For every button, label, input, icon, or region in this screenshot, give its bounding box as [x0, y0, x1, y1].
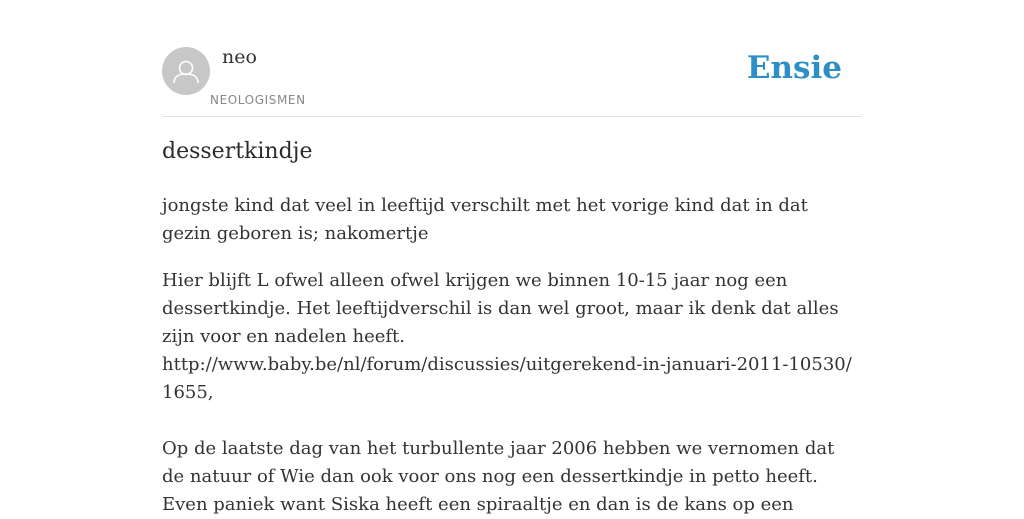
author-name-link[interactable]: neo [222, 46, 257, 68]
category-label[interactable]: NEOLOGISMEN [210, 93, 306, 107]
header [162, 0, 862, 117]
example-text: Hier blijft L ofwel alleen ofwel krijgen we binnen 10-15 jaar nog een dessertkindje. Het leeftijdverschil is dan wel groot, maar ik denk dat alles zijn voor en nadelen heeft. [162, 270, 839, 347]
entry-title: dessertkindje [162, 139, 313, 164]
user-outline-icon [162, 47, 210, 95]
ensie-logo[interactable]: Ensie [746, 50, 842, 86]
example-source-link[interactable]: http://www.baby.be/nl/forum/discussies/uitgerekend-in-januari-2011-10530/1655, [162, 354, 852, 403]
entry-definition: jongste kind dat veel in leeftijd verschilt met het vorige kind dat in dat gezin geboren is; nakomertje [162, 195, 808, 244]
avatar[interactable] [162, 47, 210, 95]
entry-examples [162, 267, 862, 519]
paragraph-gap [162, 407, 862, 435]
page [162, 0, 862, 515]
example-text: Op de laatste dag van het turbullente jaar 2006 hebben we vernomen dat de natuur of Wie dan ook voor ons nog een dessertkindje in petto heeft. Even paniek want Siska heeft een spiraaltje en dan is de kans op een [162, 438, 835, 515]
